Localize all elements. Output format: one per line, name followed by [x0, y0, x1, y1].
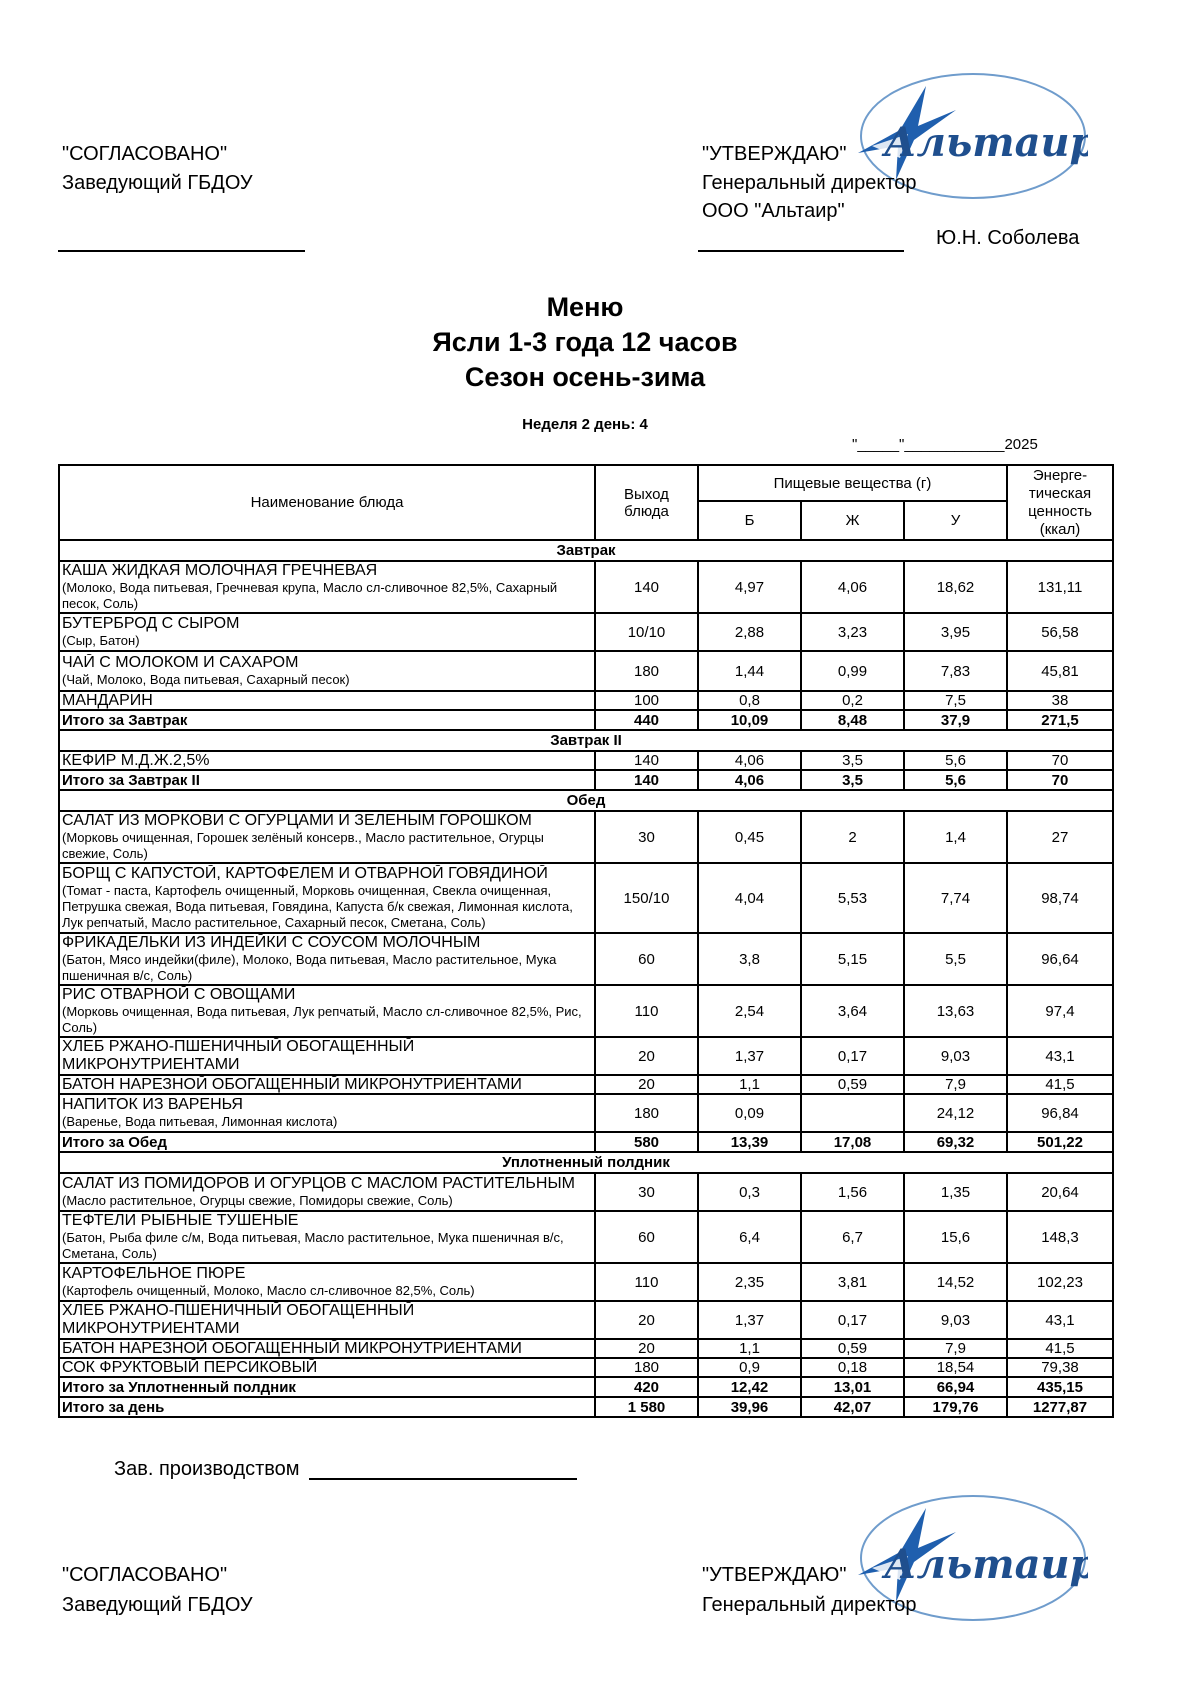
total-label: Итого за Обед: [59, 1132, 595, 1152]
dish-name: БОРЩ С КАПУСТОЙ, КАРТОФЕЛЕМ И ОТВАРНОЙ ГОВЯДИНОЙ: [62, 865, 548, 882]
dish-cell: [59, 1263, 595, 1301]
dish-output: 60: [595, 1211, 698, 1263]
dish-b: 1,1: [698, 1339, 801, 1358]
dish-u: 3,95: [904, 613, 1007, 651]
dish-zh: 0,59: [801, 1075, 904, 1094]
section-title: Завтрак II: [59, 730, 1113, 751]
dish-ingredients: (Молоко, Вода питьевая, Гречневая крупа, Масло сл-сливочное 82,5%, Сахарный песок, Соль): [62, 580, 558, 611]
dish-cell: [59, 985, 595, 1037]
section-total-row: [59, 710, 1113, 730]
date-line: "_____"____________2025: [852, 436, 1038, 453]
footer-approve-label: "УТВЕРЖДАЮ": [702, 1564, 847, 1586]
total-b: 10,09: [698, 710, 801, 730]
total-output: 580: [595, 1132, 698, 1152]
dish-name: ФРИКАДЕЛЬКИ ИЗ ИНДЕЙКИ С СОУСОМ МОЛОЧНЫМ: [62, 934, 481, 951]
day-total-b: 39,96: [698, 1397, 801, 1417]
dish-output: 30: [595, 811, 698, 863]
dish-output: 180: [595, 1094, 698, 1132]
dish-b: 6,4: [698, 1211, 801, 1263]
dish-zh: 3,23: [801, 613, 904, 651]
dish-name: КЕФИР М.Д.Ж.2,5%: [62, 752, 210, 769]
dish-zh: 1,56: [801, 1173, 904, 1211]
dish-zh: 0,59: [801, 1339, 904, 1358]
header-fats: Ж: [801, 501, 904, 540]
dish-cell: [59, 613, 595, 651]
dish-cell: [59, 691, 595, 710]
total-zh: 8,48: [801, 710, 904, 730]
dish-row: [59, 811, 1113, 863]
dish-kcal: 27: [1007, 811, 1113, 863]
dish-u: 24,12: [904, 1094, 1007, 1132]
dish-b: 4,04: [698, 863, 801, 933]
dish-ingredients: (Варенье, Вода питьевая, Лимонная кислота): [62, 1114, 338, 1129]
dish-kcal: 97,4: [1007, 985, 1113, 1037]
dish-zh: 2: [801, 811, 904, 863]
section-header-row: [59, 540, 1113, 561]
dish-cell: [59, 751, 595, 770]
dish-u: 14,52: [904, 1263, 1007, 1301]
dish-b: 2,88: [698, 613, 801, 651]
dish-ingredients: (Томат - паста, Картофель очищенный, Морковь очищенная, Свекла очищенная, Петрушка свежая, Вода питьевая, Говядина, Капуста б/к свежая, Лимонная кислота, Лук репчатый, Масло растительное, Сахарный песок, Сметана, Соль): [62, 883, 573, 930]
dish-zh: 5,15: [801, 933, 904, 985]
dish-b: 0,09: [698, 1094, 801, 1132]
dish-ingredients: (Батон, Рыба филе с/м, Вода питьевая, Масло растительное, Мука пшеничная в/с, Сметана, Соль): [62, 1230, 564, 1261]
dish-zh: 0,18: [801, 1358, 904, 1377]
dish-row: [59, 1075, 1113, 1094]
dish-row: [59, 1263, 1113, 1301]
total-zh: 3,5: [801, 770, 904, 790]
dish-zh: [801, 1094, 904, 1132]
section-title: Завтрак: [59, 540, 1113, 561]
dish-u: 7,9: [904, 1075, 1007, 1094]
production-signature-line: [309, 1478, 577, 1480]
dish-name: БУТЕРБРОД С СЫРОМ: [62, 615, 240, 632]
week-day-label: Неделя 2 день: 4: [522, 416, 648, 433]
dish-name: КАРТОФЕЛЬНОЕ ПЮРЕ: [62, 1265, 246, 1282]
dish-cell: [59, 1358, 595, 1377]
dish-kcal: 45,81: [1007, 651, 1113, 691]
dish-output: 20: [595, 1301, 698, 1339]
dish-b: 0,45: [698, 811, 801, 863]
page-subtitle-season: Сезон осень-зима: [464, 362, 706, 392]
dish-b: 2,35: [698, 1263, 801, 1301]
day-total-u: 179,76: [904, 1397, 1007, 1417]
dish-u: 13,63: [904, 985, 1007, 1037]
day-total-zh: 42,07: [801, 1397, 904, 1417]
dish-row: [59, 1301, 1113, 1339]
day-total-row: [59, 1397, 1113, 1417]
dish-ingredients: (Масло растительное, Огурцы свежие, Помидоры свежие, Соль): [62, 1193, 453, 1208]
dish-cell: [59, 1301, 595, 1339]
dish-name: БАТОН НАРЕЗНОЙ ОБОГАЩЕННЫЙ МИКРОНУТРИЕНТАМИ: [62, 1340, 522, 1357]
total-zh: 17,08: [801, 1132, 904, 1152]
dish-output: 180: [595, 651, 698, 691]
day-total-label: Итого за день: [59, 1397, 595, 1417]
section-header-row: [59, 790, 1113, 811]
dish-b: 1,1: [698, 1075, 801, 1094]
dish-output: 110: [595, 985, 698, 1037]
dish-zh: 0,17: [801, 1301, 904, 1339]
logo-text-footer: Альтаир: [884, 1541, 1088, 1588]
dish-cell: [59, 863, 595, 933]
dish-row: [59, 651, 1113, 691]
dish-kcal: 20,64: [1007, 1173, 1113, 1211]
dish-b: 4,97: [698, 561, 801, 613]
dish-cell: [59, 1037, 595, 1075]
dish-row: [59, 561, 1113, 613]
dish-output: 20: [595, 1075, 698, 1094]
day-total-kcal: 1277,87: [1007, 1397, 1113, 1417]
dish-name: ЧАЙ С МОЛОКОМ И САХАРОМ: [62, 654, 299, 671]
dish-ingredients: (Морковь очищенная, Горошек зелёный консерв., Масло растительное, Огурцы свежие, Соль): [62, 830, 544, 861]
section-title: Уплотненный полдник: [59, 1152, 1113, 1173]
dish-u: 1,4: [904, 811, 1007, 863]
dish-u: 15,6: [904, 1211, 1007, 1263]
right-signature-line: [698, 250, 904, 252]
dish-kcal: 102,23: [1007, 1263, 1113, 1301]
dish-output: 100: [595, 691, 698, 710]
dish-row: [59, 1358, 1113, 1377]
dish-ingredients: (Морковь очищенная, Вода питьевая, Лук репчатый, Масло сл-сливочное 82,5%, Рис, Соль): [62, 1004, 582, 1035]
dish-row: [59, 751, 1113, 770]
dish-kcal: 70: [1007, 751, 1113, 770]
dish-zh: 3,64: [801, 985, 904, 1037]
dish-u: 7,5: [904, 691, 1007, 710]
dish-row: [59, 1211, 1113, 1263]
dish-kcal: 41,5: [1007, 1075, 1113, 1094]
dish-output: 150/10: [595, 863, 698, 933]
dish-output: 30: [595, 1173, 698, 1211]
dish-row: [59, 863, 1113, 933]
dish-row: [59, 985, 1113, 1037]
dish-b: 1,37: [698, 1037, 801, 1075]
dish-u: 9,03: [904, 1301, 1007, 1339]
dish-cell: [59, 933, 595, 985]
dish-u: 18,54: [904, 1358, 1007, 1377]
page-subtitle-age: Ясли 1-3 года 12 часов: [432, 327, 738, 357]
dish-b: 3,8: [698, 933, 801, 985]
footer-kindergarten-head-label: Заведующий ГБДОУ: [62, 1594, 253, 1616]
dish-row: [59, 1094, 1113, 1132]
production-manager-label: Зав. производством: [114, 1458, 300, 1480]
dish-cell: [59, 561, 595, 613]
dish-name: ТЕФТЕЛИ РЫБНЫЕ ТУШЕНЫЕ: [62, 1212, 299, 1229]
dish-output: 20: [595, 1339, 698, 1358]
dish-kcal: 148,3: [1007, 1211, 1113, 1263]
dish-output: 180: [595, 1358, 698, 1377]
kindergarten-head-label: Заведующий ГБДОУ: [62, 172, 253, 194]
dish-zh: 0,2: [801, 691, 904, 710]
total-u: 69,32: [904, 1132, 1007, 1152]
dish-u: 7,83: [904, 651, 1007, 691]
dish-kcal: 41,5: [1007, 1339, 1113, 1358]
dish-name: БАТОН НАРЕЗНОЙ ОБОГАЩЕННЫЙ МИКРОНУТРИЕНТАМИ: [62, 1076, 522, 1093]
header-output: Выход блюда: [595, 465, 698, 540]
header-energy: Энерге- тическая ценность (ккал): [1007, 465, 1113, 540]
dish-cell: [59, 1173, 595, 1211]
director-position: Генеральный директор: [702, 172, 917, 194]
total-kcal: 435,15: [1007, 1377, 1113, 1397]
dish-zh: 3,81: [801, 1263, 904, 1301]
section-header-row: [59, 730, 1113, 751]
company-name: ООО "Альтаир": [702, 200, 845, 222]
menu-table: [58, 464, 1114, 1418]
dish-output: 10/10: [595, 613, 698, 651]
dish-name: ХЛЕБ РЖАНО-ПШЕНИЧНЫЙ ОБОГАЩЕННЫЙ МИКРОНУТРИЕНТАМИ: [62, 1038, 415, 1073]
total-kcal: 271,5: [1007, 710, 1113, 730]
total-b: 13,39: [698, 1132, 801, 1152]
total-label: Итого за Завтрак II: [59, 770, 595, 790]
dish-row: [59, 1173, 1113, 1211]
left-signature-line: [58, 250, 305, 252]
dish-cell: [59, 1211, 595, 1263]
dish-output: 140: [595, 751, 698, 770]
dish-ingredients: (Чай, Молоко, Вода питьевая, Сахарный песок): [62, 672, 350, 687]
dish-kcal: 38: [1007, 691, 1113, 710]
dish-kcal: 96,84: [1007, 1094, 1113, 1132]
dish-u: 9,03: [904, 1037, 1007, 1075]
footer-director-position: Генеральный директор: [702, 1594, 917, 1616]
dish-output: 20: [595, 1037, 698, 1075]
dish-b: 1,37: [698, 1301, 801, 1339]
dish-name: НАПИТОК ИЗ ВАРЕНЬЯ: [62, 1096, 243, 1113]
total-label: Итого за Уплотненный полдник: [59, 1377, 595, 1397]
dish-zh: 3,5: [801, 751, 904, 770]
dish-output: 140: [595, 561, 698, 613]
total-output: 140: [595, 770, 698, 790]
dish-cell: [59, 1094, 595, 1132]
page-title: Меню: [546, 292, 624, 322]
dish-zh: 4,06: [801, 561, 904, 613]
dish-output: 60: [595, 933, 698, 985]
dish-zh: 6,7: [801, 1211, 904, 1263]
dish-cell: [59, 651, 595, 691]
dish-name: ХЛЕБ РЖАНО-ПШЕНИЧНЫЙ ОБОГАЩЕННЫЙ МИКРОНУТРИЕНТАМИ: [62, 1302, 415, 1337]
dish-b: 4,06: [698, 751, 801, 770]
total-u: 66,94: [904, 1377, 1007, 1397]
dish-name: МАНДАРИН: [62, 692, 153, 709]
dish-ingredients: (Сыр, Батон): [62, 633, 140, 648]
dish-kcal: 43,1: [1007, 1301, 1113, 1339]
dish-zh: 5,53: [801, 863, 904, 933]
day-total-output: 1 580: [595, 1397, 698, 1417]
dish-kcal: 79,38: [1007, 1358, 1113, 1377]
approved-label: "СОГЛАСОВАНО": [62, 143, 228, 165]
total-output: 420: [595, 1377, 698, 1397]
dish-name: САЛАТ ИЗ МОРКОВИ С ОГУРЦАМИ И ЗЕЛЕНЫМ ГОРОШКОМ: [62, 812, 532, 829]
dish-b: 2,54: [698, 985, 801, 1037]
dish-ingredients: (Батон, Мясо индейки(филе), Молоко, Вода питьевая, Масло растительное, Мука пшеничная в/с, Соль): [62, 952, 557, 983]
dish-u: 7,74: [904, 863, 1007, 933]
dish-name: СОК ФРУКТОВЫЙ ПЕРСИКОВЫЙ: [62, 1359, 318, 1376]
dish-b: 1,44: [698, 651, 801, 691]
dish-zh: 0,17: [801, 1037, 904, 1075]
dish-name: КАША ЖИДКАЯ МОЛОЧНАЯ ГРЕЧНЕВАЯ: [62, 562, 378, 579]
total-label: Итого за Завтрак: [59, 710, 595, 730]
dish-name: РИС ОТВАРНОЙ С ОВОЩАМИ: [62, 986, 296, 1003]
dish-row: [59, 691, 1113, 710]
total-u: 5,6: [904, 770, 1007, 790]
dish-u: 5,6: [904, 751, 1007, 770]
dish-b: 0,9: [698, 1358, 801, 1377]
dish-output: 110: [595, 1263, 698, 1301]
total-kcal: 70: [1007, 770, 1113, 790]
dish-row: [59, 1339, 1113, 1358]
dish-row: [59, 1037, 1113, 1075]
header-carbs: У: [904, 501, 1007, 540]
header-nutrients: Пищевые вещества (г): [698, 465, 1007, 501]
dish-cell: [59, 1075, 595, 1094]
section-header-row: [59, 1152, 1113, 1173]
dish-u: 5,5: [904, 933, 1007, 985]
dish-kcal: 56,58: [1007, 613, 1113, 651]
dish-kcal: 43,1: [1007, 1037, 1113, 1075]
section-total-row: [59, 770, 1113, 790]
dish-row: [59, 613, 1113, 651]
dish-kcal: 131,11: [1007, 561, 1113, 613]
dish-kcal: 98,74: [1007, 863, 1113, 933]
approve-label: "УТВЕРЖДАЮ": [702, 143, 847, 165]
dish-row: [59, 933, 1113, 985]
dish-u: 7,9: [904, 1339, 1007, 1358]
header-proteins: Б: [698, 501, 801, 540]
total-b: 12,42: [698, 1377, 801, 1397]
logo-text: Альтаир: [884, 119, 1088, 166]
total-u: 37,9: [904, 710, 1007, 730]
signer-name: Ю.Н. Соболева: [936, 227, 1080, 249]
total-kcal: 501,22: [1007, 1132, 1113, 1152]
dish-name: САЛАТ ИЗ ПОМИДОРОВ И ОГУРЦОВ С МАСЛОМ РАСТИТЕЛЬНЫМ: [62, 1175, 575, 1192]
footer-approved-label: "СОГЛАСОВАНО": [62, 1564, 228, 1586]
dish-b: 0,8: [698, 691, 801, 710]
dish-cell: [59, 811, 595, 863]
total-output: 440: [595, 710, 698, 730]
dish-ingredients: (Картофель очищенный, Молоко, Масло сл-сливочное 82,5%, Соль): [62, 1283, 475, 1298]
total-b: 4,06: [698, 770, 801, 790]
section-total-row: [59, 1132, 1113, 1152]
dish-b: 0,3: [698, 1173, 801, 1211]
dish-u: 18,62: [904, 561, 1007, 613]
dish-cell: [59, 1339, 595, 1358]
dish-u: 1,35: [904, 1173, 1007, 1211]
section-title: Обед: [59, 790, 1113, 811]
section-total-row: [59, 1377, 1113, 1397]
dish-zh: 0,99: [801, 651, 904, 691]
header-dish-name: Наименование блюда: [59, 465, 595, 540]
total-zh: 13,01: [801, 1377, 904, 1397]
dish-kcal: 96,64: [1007, 933, 1113, 985]
